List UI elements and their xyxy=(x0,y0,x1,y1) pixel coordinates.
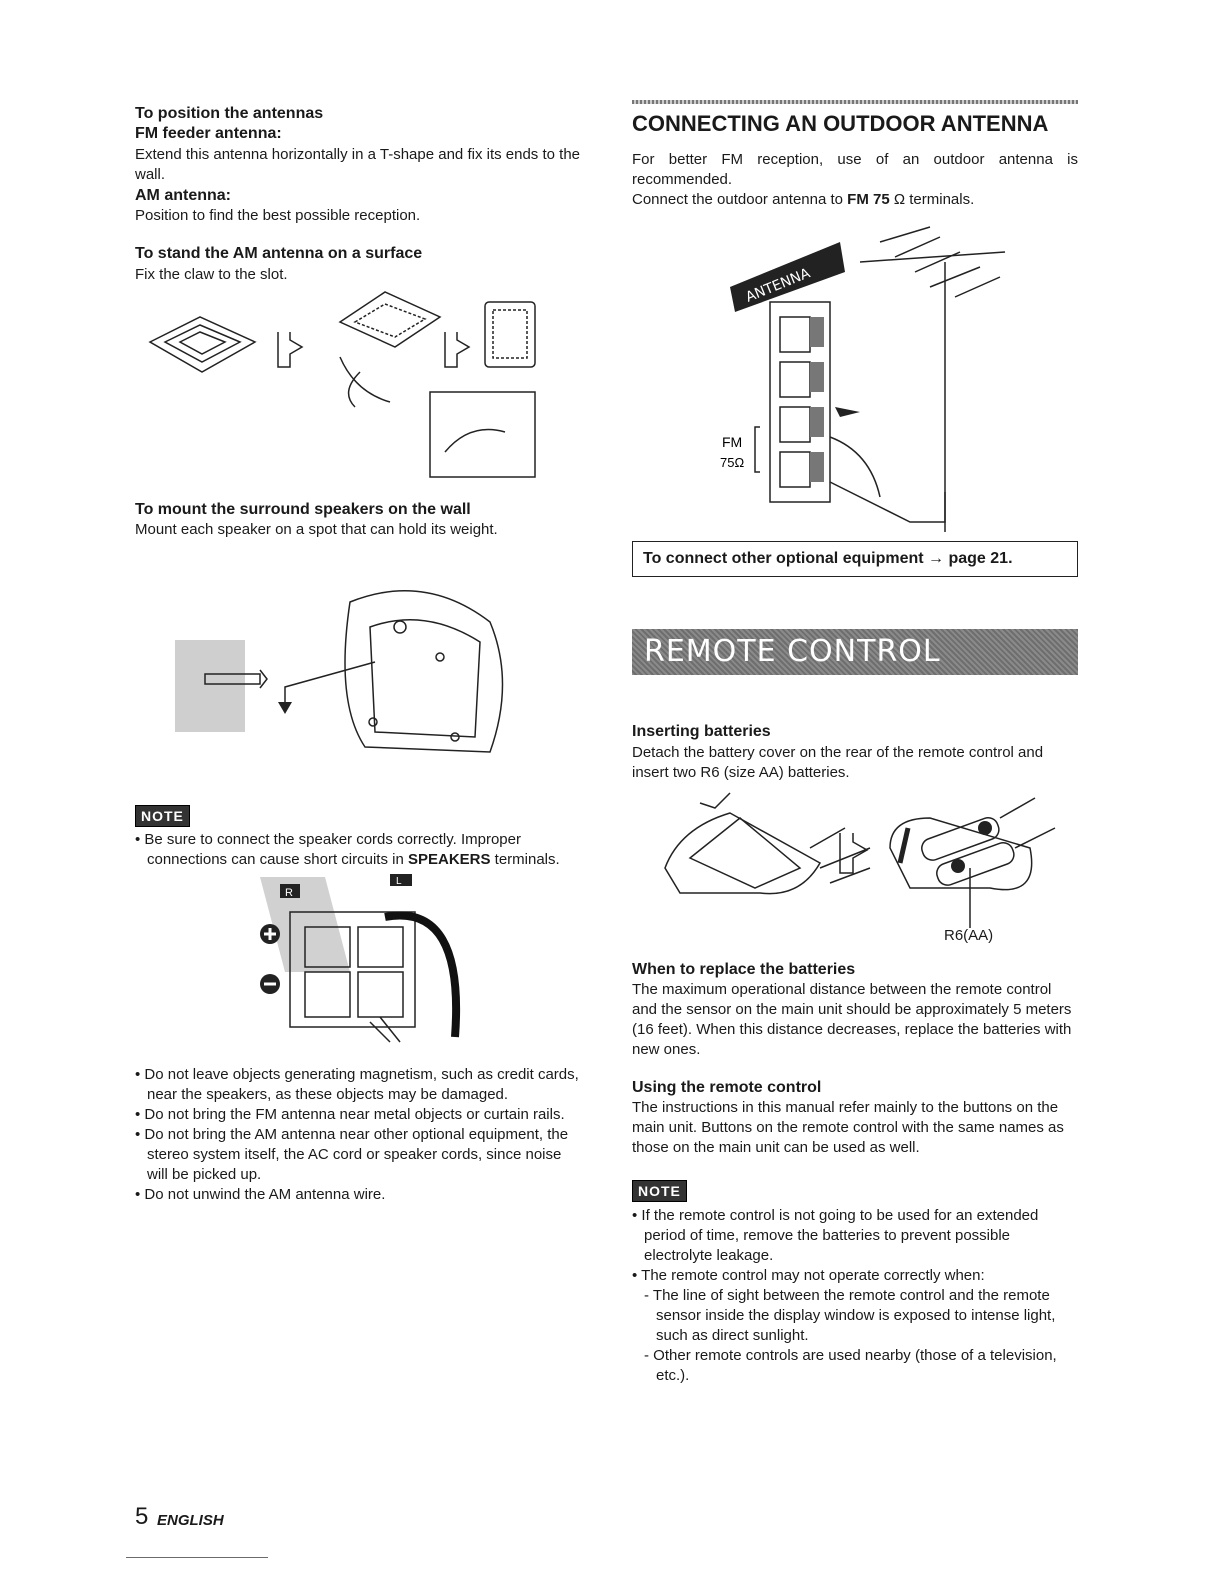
am-antenna-illustration xyxy=(140,292,590,487)
note-subitem-text: Other remote controls are used nearby (those of a television, etc.). xyxy=(653,1347,1057,1384)
note-subitem-text: The line of sight between the remote control and the remote sensor inside the display window is exposed to intense light, such as direct sunlight. xyxy=(652,1287,1056,1344)
am-antenna-heading: AM antenna: xyxy=(135,187,231,204)
caution-item-unwind: • Do not unwind the AM antenna wire. xyxy=(135,1186,386,1203)
outdoor-connect-text xyxy=(632,190,974,210)
speaker-terminal-illustration xyxy=(250,872,480,1052)
terminal-panel xyxy=(770,302,830,502)
ohm-label: 75Ω xyxy=(720,455,745,470)
arrow-down-icon xyxy=(278,702,292,714)
using-remote-heading: Using the remote control xyxy=(632,1079,822,1096)
caution-item-magnetism: • Do not leave objects generating magnetism, such as credit cards, near the speakers, as these objects may be damaged. xyxy=(135,1066,579,1103)
speakers-term: SPEAKERS xyxy=(407,851,491,868)
right-note-badge xyxy=(632,1180,687,1202)
replace-batteries-heading: When to replace the batteries xyxy=(632,961,856,978)
fm-feeder-text: Extend this antenna horizontally in a T-shape and fix its ends to the wall. xyxy=(135,146,581,183)
note-speaker-cords: • Be sure to connect the speaker cords correctly. Improper connections can cause short circuits in SPEAKERS terminals. xyxy=(135,831,560,868)
yagi-antenna-icon xyxy=(860,227,1005,532)
stand-am-text: Fix the claw to the slot. xyxy=(135,266,288,283)
caution-list xyxy=(135,1065,585,1205)
note-item-conditions: • The remote control may not operate correctly when: xyxy=(632,1267,985,1284)
caution-item-fm: • Do not bring the FM antenna near metal objects or curtain rails. xyxy=(135,1106,565,1123)
caution-item-am: • Do not bring the AM antenna near other optional equipment, the stereo system itself, the AC cord or speaker cords, since noise will be picked up. xyxy=(135,1126,569,1183)
battery-size-label: R6(AA) xyxy=(944,927,994,944)
wall-section xyxy=(175,640,245,732)
note-subitem-other-remotes: - Other remote controls are used nearby (those of a television, etc.). xyxy=(644,1347,1057,1384)
note-speaker-suffix: terminals. xyxy=(490,851,560,868)
terminals-text: Ω terminals. xyxy=(889,191,975,208)
stand-am-heading: To stand the AM antenna on a surface xyxy=(135,245,423,262)
outdoor-antenna-title: CONNECTING AN OUTDOOR ANTENNA xyxy=(632,111,1049,136)
remote-note-list xyxy=(632,1206,1080,1386)
arrow-right-1-icon xyxy=(278,332,302,367)
am-loop-flat xyxy=(150,317,255,372)
am-loop-standing xyxy=(430,302,535,477)
footer-rule xyxy=(126,1557,268,1558)
caution-item-text: Do not leave objects generating magnetism, such as credit cards, near the speakers, as these objects may be damaged. xyxy=(144,1066,579,1103)
position-antennas-heading: To position the antennas xyxy=(135,105,324,122)
note-speaker-text: Be sure to connect the speaker cords correctly. Improper connections can cause short circuits in xyxy=(144,831,521,868)
outdoor-antenna-text: For better FM reception, use of an outdoor antenna is recommended. xyxy=(632,151,1078,188)
language-label: ENGLISH xyxy=(157,1512,224,1529)
inserting-batteries-heading: Inserting batteries xyxy=(632,723,771,740)
note-item-text: If the remote control is not going to be used for an extended period of time, remove the batteries to prevent possible electrolyte leakage. xyxy=(641,1207,1039,1264)
page-number: 5 xyxy=(135,1503,149,1530)
arrow-right-3-icon xyxy=(840,833,867,873)
optional-equipment-link[interactable]: To connect other optional equipment → page 21. xyxy=(632,541,1078,577)
outdoor-antenna-illustration xyxy=(700,222,1020,542)
mount-speakers-heading: To mount the surround speakers on the wall xyxy=(135,501,471,518)
remote-control-banner: REMOTE CONTROL xyxy=(632,629,1078,675)
speaker-rear xyxy=(345,591,503,752)
inserting-batteries-text: Detach the battery cover on the rear of the remote control and insert two R6 (size AA) batteries. xyxy=(632,744,1044,781)
mount-speakers-text: Mount each speaker on a spot that can hold its weight. xyxy=(135,521,498,538)
fm-feeder-heading: FM feeder antenna: xyxy=(135,125,282,142)
caution-item-text: Do not bring the AM antenna near other optional equipment, the stereo system itself, the AC cord or speaker cords, since noise will be picked up. xyxy=(144,1126,569,1183)
am-loop-claw xyxy=(340,292,440,407)
arrow-indicator xyxy=(285,662,375,712)
caution-item-text: Do not bring the FM antenna near metal objects or curtain rails. xyxy=(144,1106,565,1123)
antenna-tag-label: ANTENNA xyxy=(743,265,813,306)
wall-speaker-illustration xyxy=(175,582,515,762)
remote-open xyxy=(890,798,1055,928)
am-antenna-text: Position to find the best possible reception. xyxy=(135,207,421,224)
battery-arrow-icon xyxy=(900,828,908,863)
left-note-badge xyxy=(135,805,190,827)
arrow-right-2-icon xyxy=(445,332,469,367)
battery-insert-illustration xyxy=(660,788,1060,948)
replace-batteries-text: The maximum operational distance between the remote control and the sensor on the main unit should be approximately 5 meters (16 feet). When this distance decreases, replace the batteries with new ones. xyxy=(632,981,1072,1058)
note-badge: NOTE xyxy=(632,1180,687,1202)
insert-arrow-icon xyxy=(835,407,860,417)
title-rule xyxy=(632,100,1078,104)
connect-text: Connect the outdoor antenna to xyxy=(632,191,848,208)
caution-item-text: Do not unwind the AM antenna wire. xyxy=(144,1186,386,1203)
fm75-term: FM 75 xyxy=(847,191,890,208)
note-subitem-light: - The line of sight between the remote control and the remote sensor inside the display window is exposed to intense light, such as direct sunlight. xyxy=(644,1287,1056,1344)
using-remote-text: The instructions in this manual refer mainly to the buttons on the main unit. Buttons on the remote control with the same names as those on the main unit can be used as well. xyxy=(632,1099,1064,1156)
note-item-storage: • If the remote control is not going to be used for an extended period of time, remove the batteries to prevent possible electrolyte leakage. xyxy=(632,1207,1039,1264)
label-r: R xyxy=(285,887,293,899)
note-badge: NOTE xyxy=(135,805,190,827)
cover-arrow-icon xyxy=(700,793,730,808)
fm-label: FM xyxy=(722,434,743,450)
label-l: L xyxy=(396,876,402,887)
note-item-text: The remote control may not operate correctly when: xyxy=(641,1267,985,1284)
speaker-cord xyxy=(385,916,456,1038)
antenna-cable xyxy=(830,482,945,522)
